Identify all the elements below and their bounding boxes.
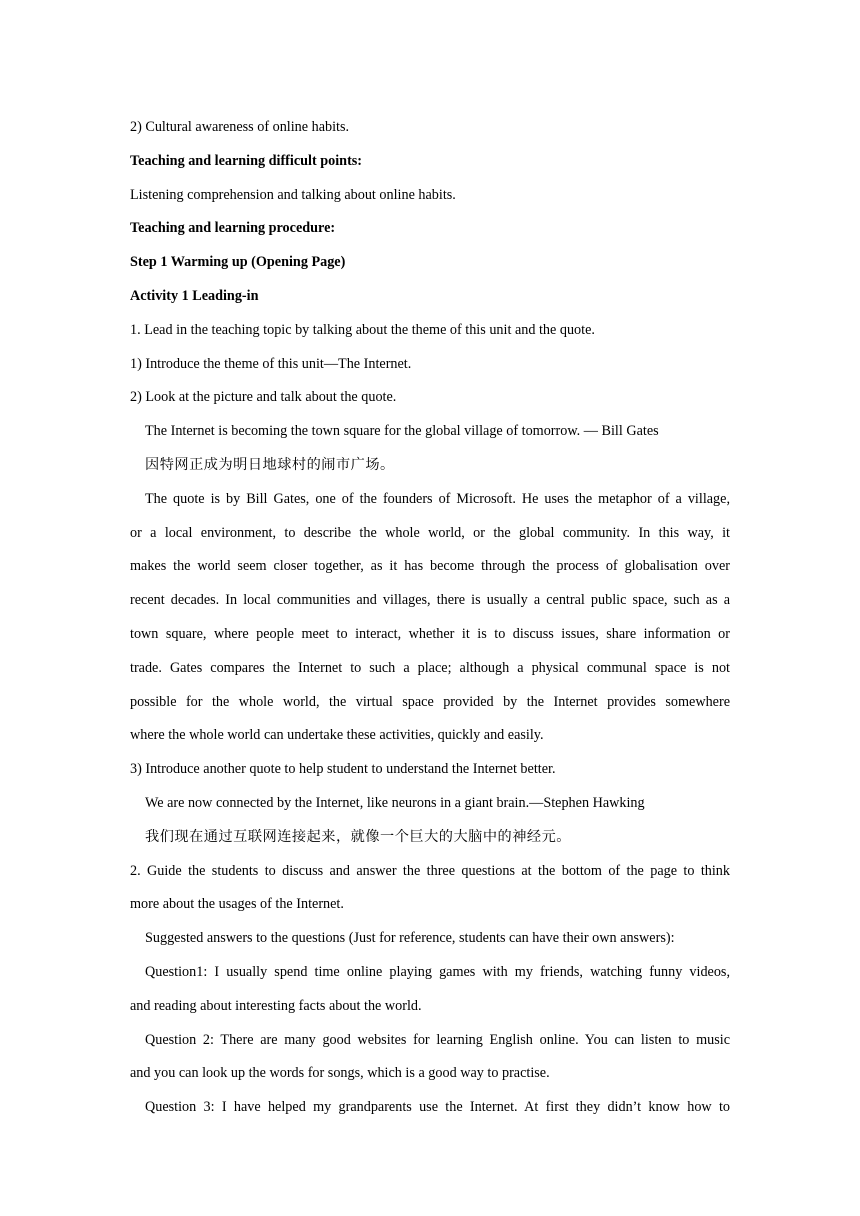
quote-stephen-hawking-chinese: 我们现在通过互联网连接起来，就像一个巨大的大脑中的神经元。 (145, 828, 571, 845)
heading-difficult-points: Teaching and learning difficult points: (130, 152, 363, 169)
quote-stephen-hawking: We are now connected by the Internet, like neurons in a giant brain.—Stephen Hawking (145, 794, 645, 811)
heading-procedure: Teaching and learning procedure: (130, 220, 336, 237)
paragraph-line: makes the world seem closer together, as it has become through the process of globalisation over (130, 558, 730, 575)
answer-question-2-continued: and you can look up the words for songs, which is a good way to practise. (130, 1065, 550, 1082)
list-item-another-quote: 3) Introduce another quote to help student to understand the Internet better. (130, 761, 556, 778)
answer-question-3: Question 3: I have helped my grandparents use the Internet. At first they didn’t know how to (145, 1099, 730, 1116)
quote-bill-gates: The Internet is becoming the town square for the global village of tomorrow. — Bill Gates (145, 423, 659, 440)
paragraph-line: trade. Gates compares the Internet to such a place; although a physical communal space is not (130, 659, 730, 676)
list-item-cultural-awareness: 2) Cultural awareness of online habits. (130, 119, 350, 135)
suggested-answers-intro: Suggested answers to the questions (Just for reference, students can have their own answers): (145, 930, 675, 947)
paragraph-line: town square, where people meet to interact, whether it is to discuss issues, share information or (130, 625, 730, 642)
paragraph-line: The quote is by Bill Gates, one of the founders of Microsoft. He uses the metaphor of a village, (145, 490, 730, 507)
paragraph-line: recent decades. In local communities and villages, there is usually a central public space, such as a (130, 592, 730, 609)
heading-step-1: Step 1 Warming up (Opening Page) (130, 254, 346, 271)
paragraph-difficult-points: Listening comprehension and talking about online habits. (130, 186, 456, 203)
list-item-look-at-picture: 2) Look at the picture and talk about the quote. (130, 389, 397, 406)
answer-question-1: Question1: I usually spend time online playing games with my friends, watching funny videos, (145, 963, 730, 980)
paragraph-line: or a local environment, to describe the whole world, or the global community. In this way, it (130, 524, 730, 541)
answer-question-2: Question 2: There are many good websites for learning English online. You can listen to music (145, 1031, 730, 1048)
answer-question-1-continued: and reading about interesting facts about the world. (130, 997, 422, 1014)
list-item-lead-in: 1. Lead in the teaching topic by talking about the theme of this unit and the quote. (130, 321, 595, 338)
quote-bill-gates-chinese: 因特网正成为明日地球村的闹市广场。 (145, 456, 395, 473)
heading-activity-1: Activity 1 Leading-in (130, 287, 259, 304)
paragraph-line: more about the usages of the Internet. (130, 896, 344, 913)
list-item-guide-students: 2. Guide the students to discuss and answer the three questions at the bottom of the page to think (130, 862, 730, 879)
document-page (130, 111, 730, 1125)
list-item-introduce-theme: 1) Introduce the theme of this unit—The Internet. (130, 355, 412, 372)
paragraph-line: possible for the whole world, the virtual space provided by the Internet provides somewhere (130, 693, 730, 710)
paragraph-line: where the whole world can undertake these activities, quickly and easily. (130, 727, 544, 744)
